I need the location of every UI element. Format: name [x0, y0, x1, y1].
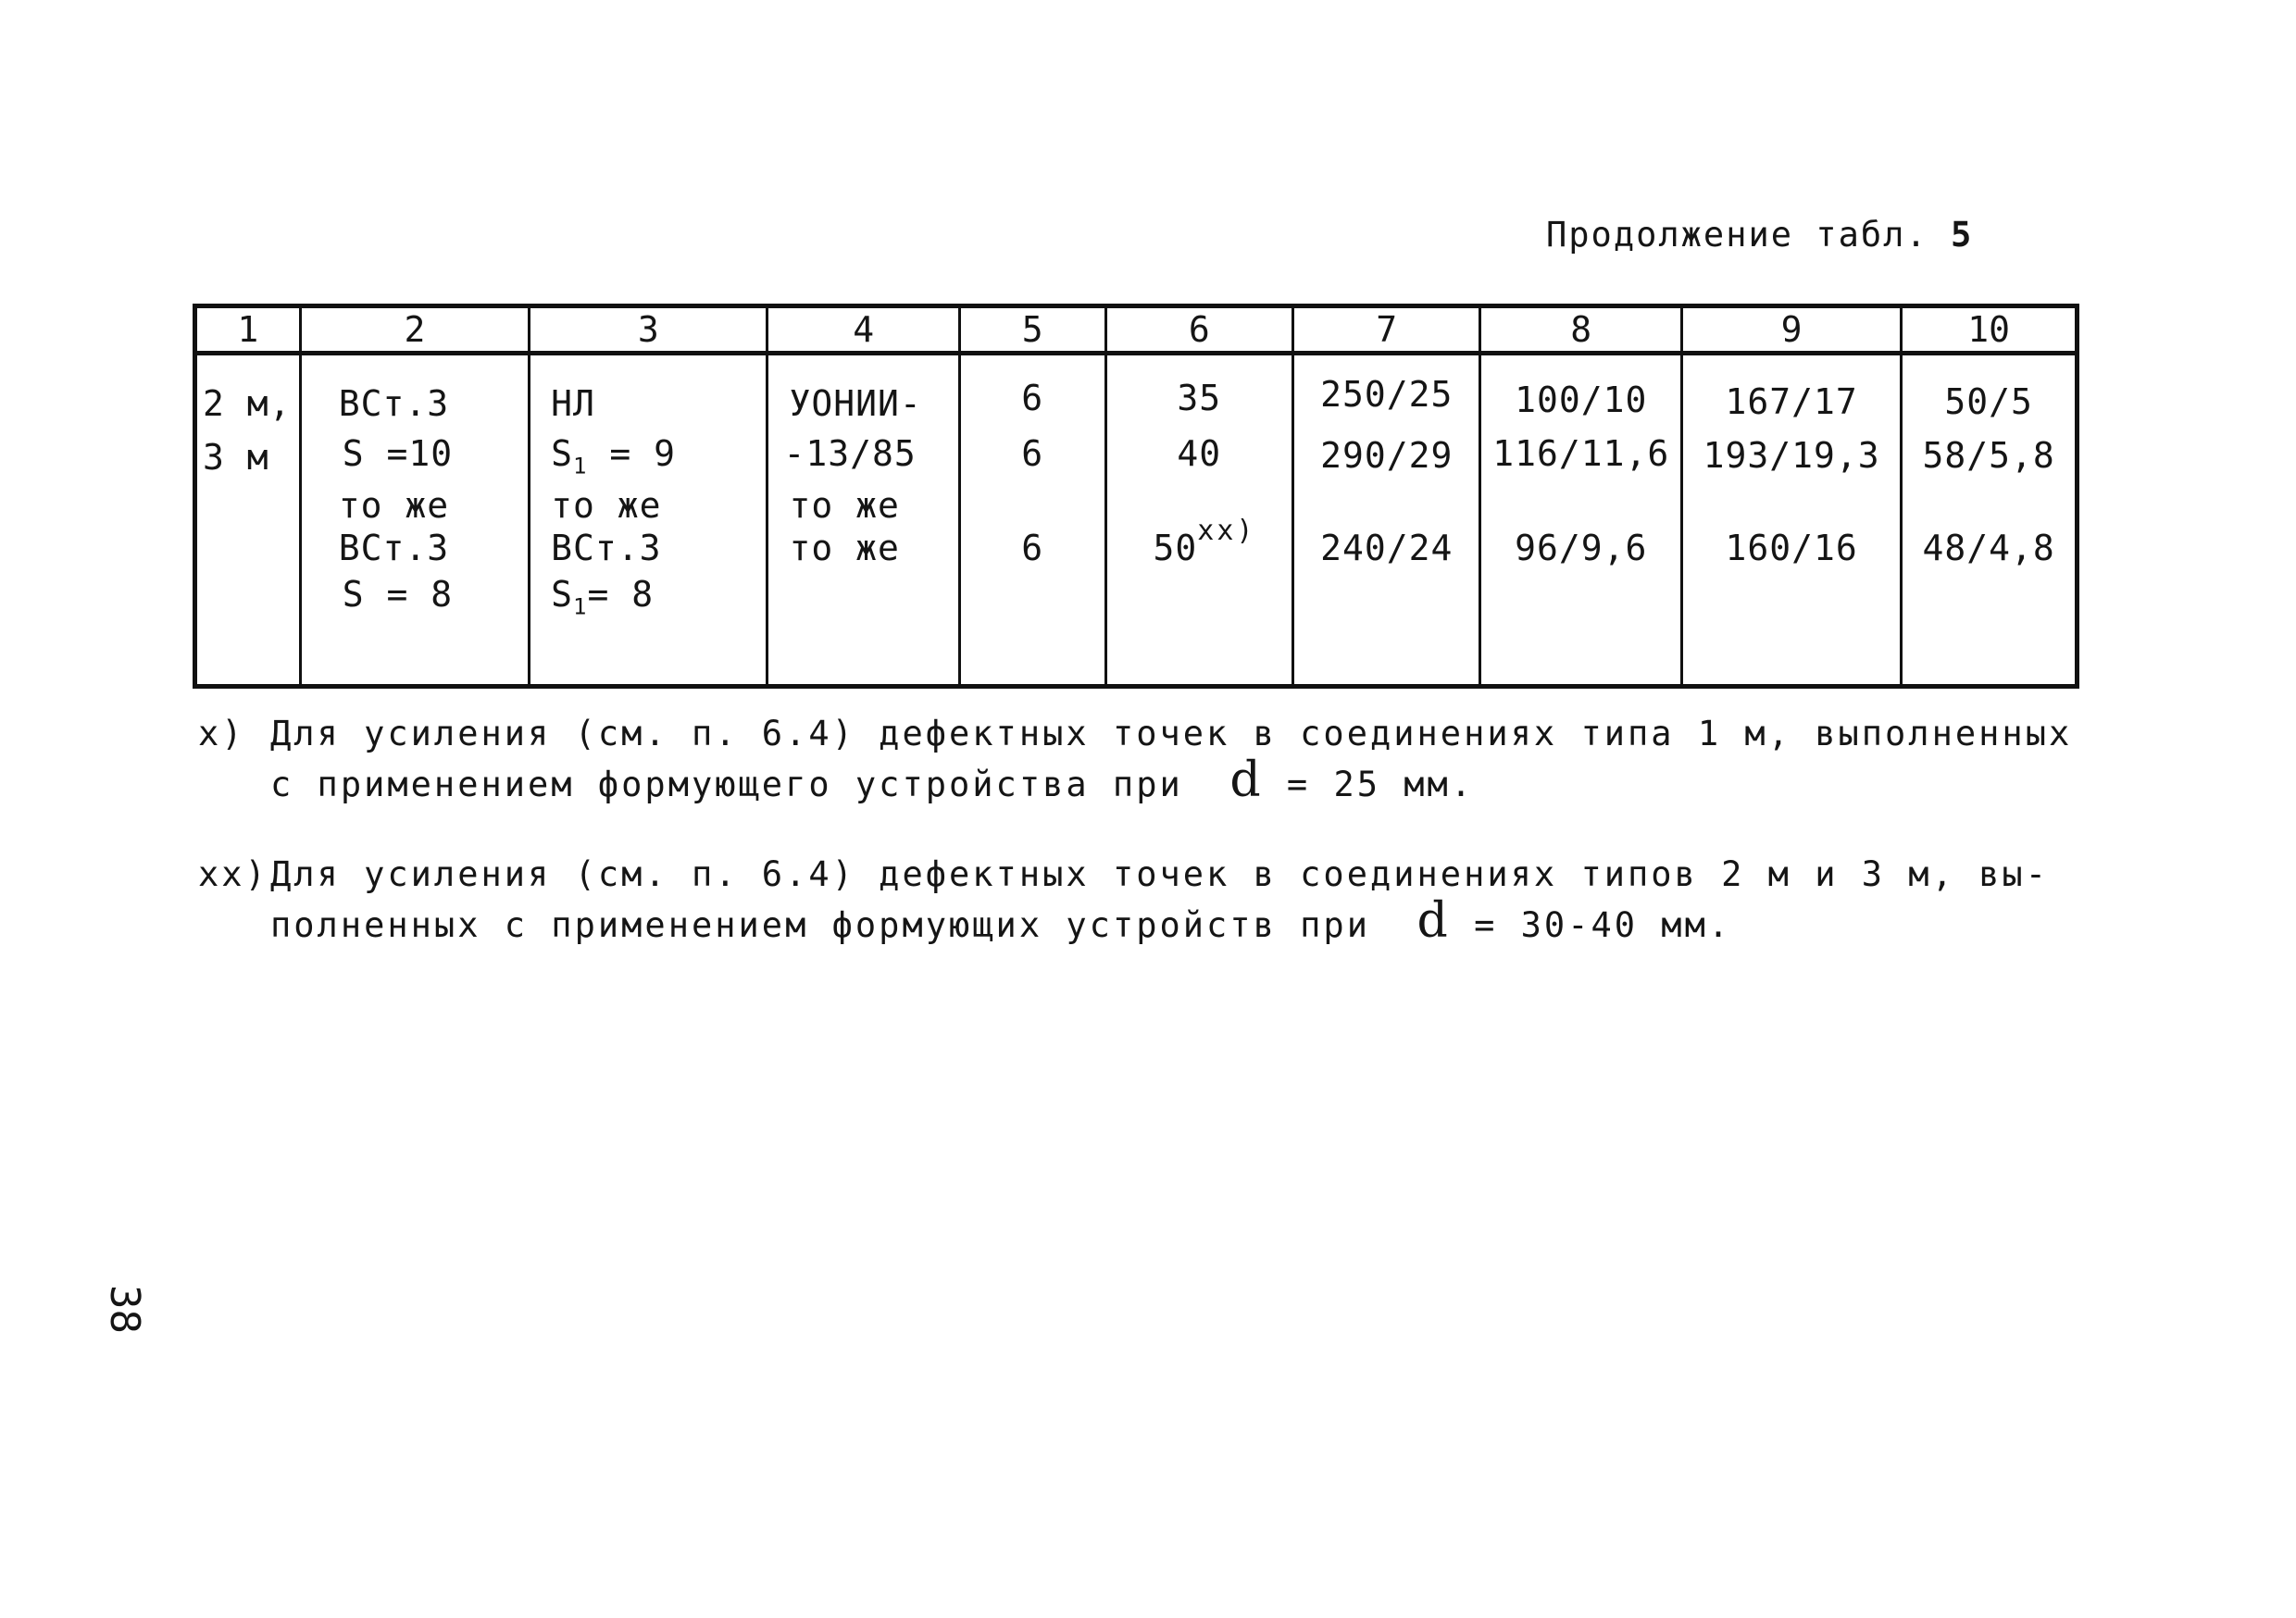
cell-text: то же	[789, 485, 900, 526]
footnote-mark: xx)	[1197, 515, 1256, 547]
cell-text: 167/17	[1725, 381, 1858, 422]
footnote-symbol: d	[1229, 753, 1264, 808]
cell-text: 58/5,8	[1922, 435, 2055, 476]
footnote-text: = 25 мм.	[1263, 765, 1475, 804]
cell-text: -13/85	[783, 433, 917, 474]
cell-text: ВСт.3	[338, 528, 450, 568]
footnote-text: с применением формующего устройства при	[270, 765, 1183, 804]
footnote-mark: x)	[198, 714, 245, 753]
header-cell: 6	[1105, 306, 1292, 354]
cell-text: ВСт.3	[338, 383, 450, 424]
data-table	[193, 304, 2079, 689]
table-row	[195, 354, 2078, 687]
cell-text: 240/24	[1320, 528, 1454, 568]
cell-text: то же	[338, 485, 450, 526]
cell-col6	[1105, 354, 1292, 687]
cell-text: 100/10	[1515, 380, 1648, 420]
cell-text: 50/5	[1944, 381, 2033, 422]
cell-text: $S_1= 8$	[551, 574, 655, 620]
cell-col9	[1681, 354, 1901, 687]
cell-text: 250/25	[1320, 374, 1454, 415]
footnote-text: = 30-40 мм.	[1450, 905, 1732, 945]
caption-text: Продолжение табл.	[1546, 215, 1928, 255]
cell-col1	[195, 354, 301, 687]
footnote-symbol: d	[1416, 893, 1451, 949]
cell-text: 96/9,6	[1515, 528, 1648, 568]
cell-col2	[300, 354, 529, 687]
header-cell: 5	[959, 306, 1105, 354]
header-cell: 10	[1902, 306, 2078, 354]
cell-text: 48/4,8	[1922, 528, 2055, 568]
cell-text: ВСт.3	[551, 528, 662, 568]
header-cell: 1	[195, 306, 301, 354]
page-number: 38	[101, 1285, 148, 1334]
header-cell: 2	[300, 306, 529, 354]
cell-text: 116/11,6	[1492, 433, 1670, 474]
header-cell: 9	[1681, 306, 1901, 354]
cell-text: 6	[1021, 433, 1044, 474]
cell-text: 6	[1021, 528, 1044, 568]
cell-text: УОНИИ-	[789, 383, 922, 424]
caption-table-number: 5	[1950, 215, 1974, 255]
cell-text: 50$^{xx)}$	[1153, 515, 1256, 568]
cell-text: 193/19,3	[1703, 435, 1880, 476]
table-caption	[1546, 215, 1973, 255]
cell-text: 160/16	[1725, 528, 1858, 568]
cell-text: НЛ	[551, 383, 595, 424]
footnote-text: Для усиления (см. п. 6.4) дефектных точек в соединениях типов 2 м и 3 м, вы-	[270, 854, 2049, 894]
footnote-text: Для усиления (см. п. 6.4) дефектных точек в соединениях типа 1 м, выполненных	[270, 714, 2073, 753]
cell-text: то же	[789, 528, 900, 568]
cell-text: $S_1 = 9$	[551, 433, 676, 479]
footnote-mark: xx)	[198, 854, 268, 894]
footnote-x	[198, 711, 2072, 808]
cell-col10	[1902, 354, 2078, 687]
cell-col3	[530, 354, 767, 687]
header-cell: 7	[1293, 306, 1480, 354]
cell-text: 35	[1177, 378, 1222, 418]
header-cell: 3	[530, 306, 767, 354]
cell-text: 3 м	[203, 437, 269, 478]
header-row	[195, 306, 2078, 354]
header-cell: 4	[767, 306, 959, 354]
cell-text: S =10	[342, 433, 454, 474]
footnote-text: полненных с применением формующих устройств при	[270, 905, 1370, 945]
cell-text: 40	[1177, 433, 1222, 474]
cell-text: S = 8	[342, 574, 454, 615]
footnote-xx	[198, 852, 2049, 949]
cell-text: 290/29	[1320, 435, 1454, 476]
cell-col5	[959, 354, 1105, 687]
cell-text: то же	[551, 485, 662, 526]
cell-text: 2 м,	[203, 383, 292, 424]
cell-col7	[1293, 354, 1480, 687]
cell-col4	[767, 354, 959, 687]
header-cell: 8	[1480, 306, 1681, 354]
cell-text: 6	[1021, 378, 1044, 418]
cell-col8	[1480, 354, 1681, 687]
